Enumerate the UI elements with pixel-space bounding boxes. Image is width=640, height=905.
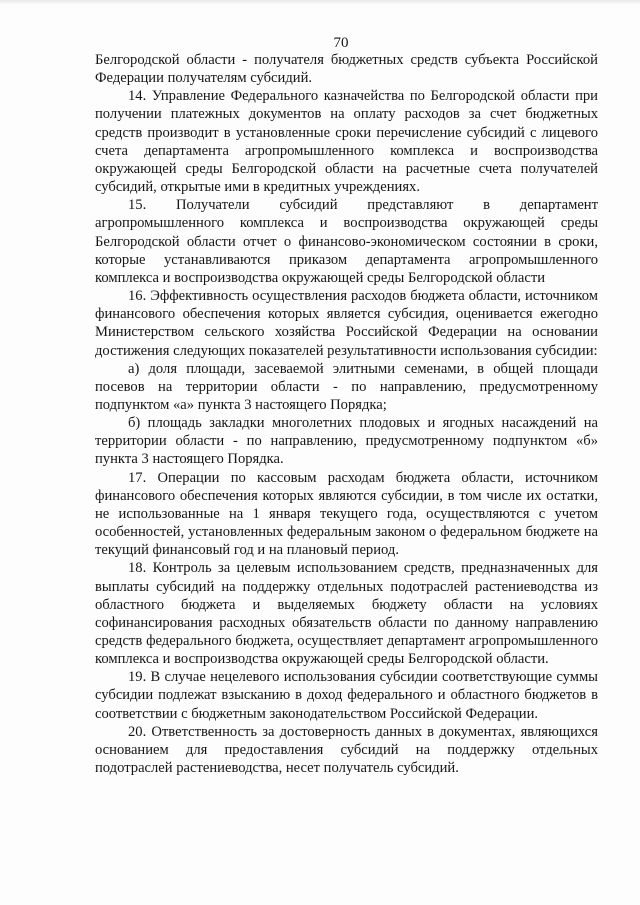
paragraph-item-15: 15. Получатели субсидий представляют в департамент агропромышленного комплекса и воспроизводства окружающей среды Белгородской области отчет о финансово-экономическом состоянии в сроки, которые устанавливаются приказом департамента агропромышленного комплекса и воспроизводства окружающей среды Белгородской области	[95, 197, 598, 286]
paragraph-item-16a: а) доля площади, засеваемой элитными семенами, в общей площади посевов на территории области - по направлению, предусмотренному подпунктом «а» пункта 3 настоящего Порядка;	[95, 360, 598, 413]
paragraph-item-20: 20. Ответственность за достоверность данных в документах, являющихся основанием для предоставления субсидий на поддержку отдельных подотраслей растениеводства, несет получатель субсидий.	[95, 723, 598, 777]
document-body	[95, 51, 598, 777]
paragraph-item-16b: б) площадь закладки многолетних плодовых и ягодных насаждений на территории области - по направлению, предусмотренному подпунктом «б» пункта 3 настоящего Порядка.	[95, 415, 598, 468]
paragraph-item-17: 17. Операции по кассовым расходам бюджета области, источником финансового обеспечения которых являются субсидии, в том числе их остатки, не использованные на 1 января текущего года, осуществляются с учетом особенностей, установленных федеральным законом о федеральном бюджете на текущий финансовый год и на плановый период.	[95, 469, 598, 559]
paragraph-item-19: 19. В случае нецелевого использования субсидии соответствующие суммы субсидии подлежат взысканию в доход федерального и областного бюджетов в соответствии с бюджетным законодательством Российской Федерации.	[95, 669, 598, 722]
paragraph-item-18: 18. Контроль за целевым использованием средств, предназначенных для выплаты субсидий на поддержку отдельных подотраслей растениеводства из областного бюджета и выделяемых бюджету области на условиях софинансирования расходных обязательств области по данному направлению средств федерального бюджета, осуществляет департамент агропромышленного комплекса и воспроизводства окружающей среды Белгородской области.	[95, 560, 598, 668]
scan-edge	[0, 0, 640, 5]
paragraph-item-16: 16. Эффективность осуществления расходов бюджета области, источником финансового обеспечения которых является субсидия, оценивается ежегодно Министерством сельского хозяйства Российской Федерации на основании достижения следующих показателей результативности использования субсидии:	[95, 288, 598, 359]
paragraph-item-14: 14. Управление Федерального казначейства по Белгородской области при получении платежных документов на оплату расходов за счет бюджетных средств производит в установленные сроки перечисление субсидий с лицевого счета департамента агропромышленного комплекса и воспроизводства окружающей среды Белгородской области на расчетные счета получателей субсидий, открытые ими в кредитных учреждениях.	[95, 88, 598, 196]
paragraph-continuation: Белгородской области - получателя бюджетных средств субъекта Российской Федерации получателям субсидий.	[95, 52, 598, 87]
page-number: 70	[333, 35, 349, 51]
